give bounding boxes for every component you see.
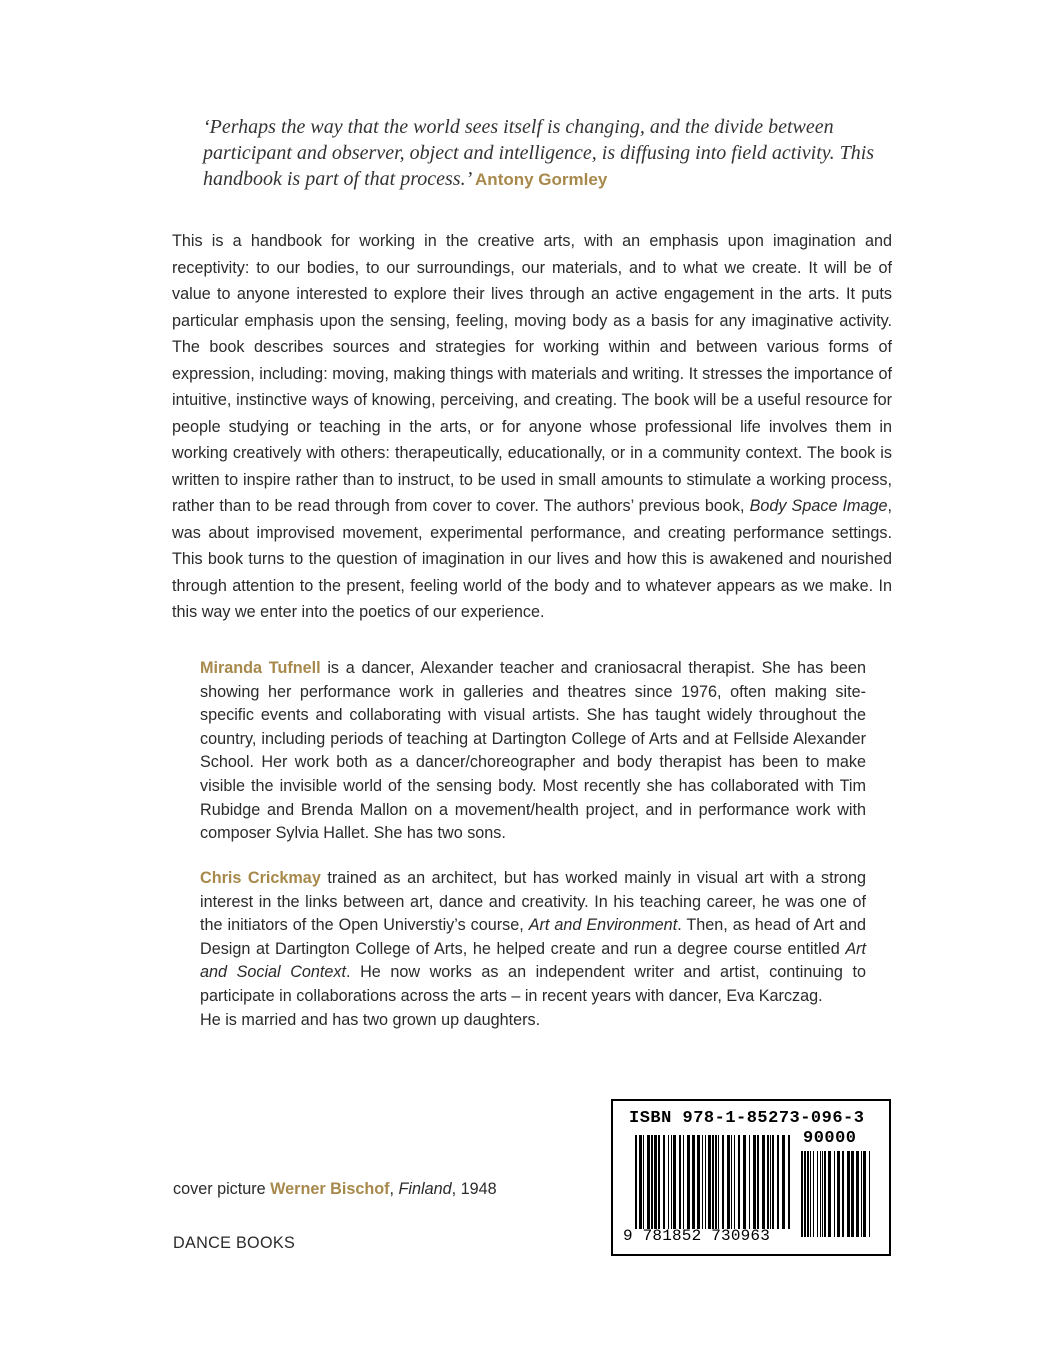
cover-picture-credit [173,1178,497,1200]
barcode-bar [715,1135,717,1229]
barcode-bar [679,1135,681,1229]
barcode-bar [668,1135,669,1229]
credit-separator: , [389,1180,399,1198]
barcode-bar [767,1135,769,1229]
barcode-bar [762,1135,765,1229]
barcode-bar [837,1151,840,1237]
barcode-bar [635,1135,637,1229]
barcode-bar [731,1135,732,1229]
isbn-barcode [611,1099,891,1256]
barcode-bar [824,1151,826,1237]
barcode-bar [738,1135,740,1229]
photo-year: , 1948 [451,1180,497,1198]
bio-text-tufnell: is a dancer, Alexander teacher and craniosacral therapist. She has been showing her performance work in galleries and theatres since 1976, often making site-specific events and collaborating with visual artists. She has taught widely throughout the country, including periods of teaching at Dartington College of Arts and at Fellside Alexander School. Her work both as a dancer/choreographer and body therapist has been to make visible the invisible world of the sensing body. Most recently she has collaborated with Tim Rubidge and Brenda Mallon on a movement/health project, and in performance work with composer Sylvia Hallet. She has two sons. [200,659,866,843]
barcode-bar [772,1135,774,1229]
barcode-bar [834,1151,835,1237]
barcode-bar [705,1135,706,1229]
barcode-bar [692,1135,695,1229]
barcode-bar [810,1151,811,1237]
barcode-bar [770,1135,771,1229]
barcode-bar [654,1135,657,1229]
barcode-bar [702,1135,703,1229]
quote-attribution: Antony Gormley [475,170,608,189]
barcode-bar [820,1151,821,1237]
barcode-ean-digits: 9 781852 730963 [623,1227,771,1245]
author-bio-crickmay [200,867,866,1032]
barcode-bar [727,1135,730,1229]
barcode-bar [647,1135,650,1229]
barcode-bar [734,1135,735,1229]
barcode-bar [663,1135,665,1229]
barcode-bar [749,1135,750,1229]
barcode-bar [683,1135,684,1229]
previous-book-title: Body Space Image [749,497,888,515]
barcode-bar [639,1135,642,1229]
barcode-addon-digits: 90000 [803,1129,857,1148]
barcode-bar [722,1135,724,1229]
barcode-bar [671,1135,672,1229]
course-title-1: Art and Environment [528,916,678,935]
barcode-bar [828,1151,831,1237]
barcode-bar [869,1151,870,1237]
barcode-bar [861,1151,862,1237]
barcode-bar [718,1135,719,1229]
quote-text: ‘Perhaps the way that the world sees itself is changing, and the divide between participant and observer, object and intelligence, is diffusing into field activity. This handbook is part of that process.’ [203,116,875,190]
barcode-bar [782,1135,785,1229]
author-name-crickmay: Chris Crickmay [200,869,321,887]
bio-text-crickmay-3: . He now works as an independent writer and artist, continuing to participate in collaborations across the arts – in recent years with dancer, Eva Karczag. [200,963,866,1005]
barcode-bar [753,1135,756,1229]
barcode-bar [851,1151,854,1237]
barcode-bar [643,1135,644,1229]
barcode-bar [743,1135,746,1229]
book-description [172,228,892,626]
barcode-bar [847,1151,850,1237]
barcode-bar [788,1135,790,1229]
barcode-bar [757,1135,759,1229]
description-part2: , was about improvised movement, experimental performance, and creating performance settings. This book turns to the question of imagination in our lives and how this is awakened and nourished through attention to the present, feeling world of the body and to whatever appears as we make. In this way we enter into the poetics of our experience. [172,497,892,621]
isbn-label: ISBN 978-1-85273-096-3 [629,1109,865,1128]
barcode-bar [813,1151,814,1237]
barcode-bar [687,1135,690,1229]
author-bio-tufnell [200,657,866,846]
photographer-name: Werner Bischof [270,1180,390,1198]
epigraph-quote [203,114,903,193]
barcode-bar [801,1151,803,1237]
credit-prefix: cover picture [173,1180,271,1198]
barcode-bar [804,1151,806,1237]
barcode-bar [712,1135,714,1229]
barcode-bar [863,1151,866,1237]
bio-text-crickmay-1: trained as an architect, but has worked mainly in visual art with a strong interest in the links between art, dance and creativity. In his teaching career, he was one of the initiators of the Open Universtiy’s course, [200,869,866,935]
barcode-bar [842,1151,844,1237]
bio-paragraph-crickmay [200,867,866,1009]
barcode-bar [697,1135,700,1229]
bio-text-crickmay-4: He is married and has two grown up daughters. [200,1010,541,1029]
course-title-2: Art and Social Context [200,939,866,982]
barcode-bar [673,1135,676,1229]
author-name-tufnell: Miranda Tufnell [200,659,321,677]
barcode-bar [658,1135,660,1229]
publisher-name: DANCE BOOKS [173,1234,296,1252]
barcode-bar [708,1135,711,1229]
barcode-bar [807,1151,809,1237]
bio-text-crickmay-2: . Then, as head of Art and Design at Dartington College of Arts, he helped create and run a degree course entitled [200,916,866,958]
barcode-bar [817,1151,818,1237]
barcode-bar [822,1151,823,1237]
barcode-bar [651,1135,653,1229]
barcode-bar [777,1135,779,1229]
photo-title: Finland [398,1180,452,1198]
barcode-bar [856,1151,859,1237]
description-part1: This is a handbook for working in the creative arts, with an emphasis upon imagination and receptivity: to our bodies, to our surroundings, our materials, and to what we create. It will be of value to anyone interested to explore their lives through an active engagement in the arts. It puts particular emphasis upon the sensing, feeling, moving body as a basis for any imaginative activity. The book describes sources and strategies for working within and between various forms of expression, including: moving, making things with materials and writing. It stresses the importance of intuitive, instinctive ways of knowing, perceiving, and creating. The book will be a useful resource for people studying or teaching in the arts, or for anyone whose professional life involves them in working creatively with others: therapeutically, educationally, or in a community context. The book is written to inspire rather than to instruct, to be used in small amounts to stimulate a working process, rather than to be read through from cover to cover. The authors’ previous book, [172,232,892,515]
